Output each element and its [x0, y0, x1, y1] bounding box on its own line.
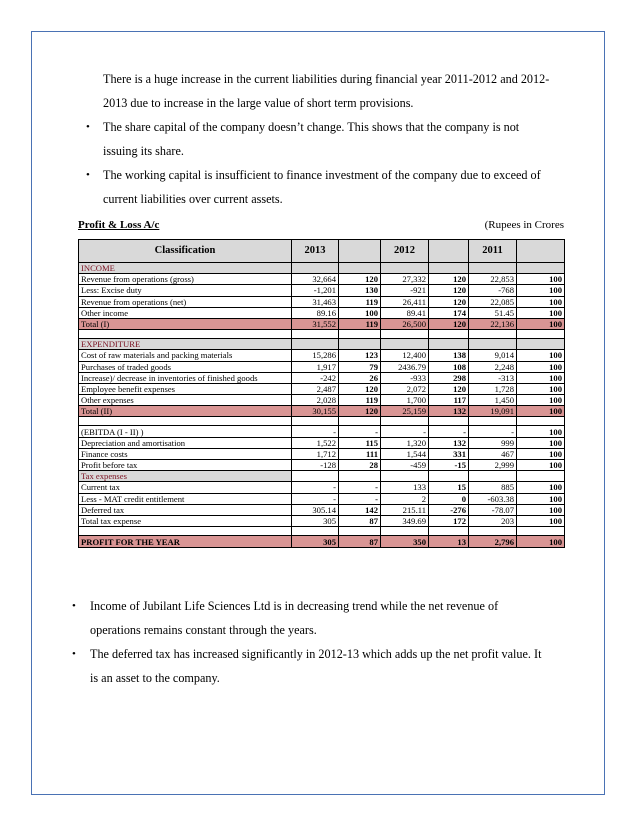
index-cell: -15: [429, 460, 469, 471]
index-cell: 123: [339, 350, 381, 361]
index-cell: 100: [517, 515, 565, 526]
value-cell: 26,411: [381, 296, 429, 307]
index-cell: 100: [517, 372, 565, 383]
table-header-row: [79, 240, 565, 263]
index-cell: 100: [517, 504, 565, 515]
index-cell: 132: [429, 406, 469, 417]
value-cell: 9,014: [469, 350, 517, 361]
intro-line-2: 2013 due to increase in the large value of short term provisions.: [103, 96, 414, 110]
empty-cell: [79, 527, 292, 536]
header-2012-index: [429, 240, 469, 263]
empty-cell: [429, 330, 469, 339]
empty-cell: [469, 417, 517, 426]
empty-cell: [339, 330, 381, 339]
index-cell: -276: [429, 504, 469, 515]
index-cell: 100: [517, 395, 565, 406]
value-cell: 1,544: [381, 448, 429, 459]
header-classification: Classification: [79, 240, 292, 263]
index-cell: 100: [517, 307, 565, 318]
bullet-top-1-line-1: The share capital of the company doesn’t change. This shows that the company is not: [103, 120, 520, 134]
row-label: Cost of raw materials and packing materials: [79, 350, 292, 361]
empty-cell: [381, 417, 429, 426]
index-cell: 87: [339, 515, 381, 526]
value-cell: 2,796: [469, 536, 517, 548]
index-cell: 100: [517, 460, 565, 471]
empty-cell: [469, 263, 517, 274]
index-cell: 120: [339, 383, 381, 394]
bullet-icon: •: [86, 169, 90, 181]
value-cell: 305.14: [292, 504, 339, 515]
index-cell: 108: [429, 361, 469, 372]
value-cell: 89.41: [381, 307, 429, 318]
value-cell: -: [292, 426, 339, 437]
value-cell: 19,091: [469, 406, 517, 417]
header-2012: 2012: [381, 240, 429, 263]
section-expenditure: [79, 339, 565, 350]
index-cell: 0: [429, 493, 469, 504]
index-cell: 100: [517, 361, 565, 372]
value-cell: 133: [381, 482, 429, 493]
value-cell: 203: [469, 515, 517, 526]
row-label: Employee benefit expenses: [79, 383, 292, 394]
value-cell: 25,159: [381, 406, 429, 417]
value-cell: 1,917: [292, 361, 339, 372]
row-label: Current tax: [79, 482, 292, 493]
empty-cell: [292, 339, 339, 350]
bullet-icon: •: [86, 121, 90, 133]
empty-cell: [469, 330, 517, 339]
spacer-row: [79, 330, 565, 339]
index-cell: 119: [339, 395, 381, 406]
row-label: Increase)/ decrease in inventories of finished goods: [79, 372, 292, 383]
value-cell: 22,136: [469, 318, 517, 329]
value-cell: -768: [469, 285, 517, 296]
value-cell: 305: [292, 515, 339, 526]
value-cell: 26,500: [381, 318, 429, 329]
bullet-top-1-line-2: issuing its share.: [103, 144, 184, 158]
table-row: [79, 350, 565, 361]
value-cell: 30,155: [292, 406, 339, 417]
bullet-top-2-line-2: current liabilities over current assets.: [103, 192, 283, 206]
table-row: [79, 460, 565, 471]
index-cell: 87: [339, 536, 381, 548]
value-cell: 305: [292, 536, 339, 548]
value-cell: 1,320: [381, 437, 429, 448]
table-row: [79, 274, 565, 285]
empty-cell: [429, 263, 469, 274]
empty-cell: [429, 527, 469, 536]
index-cell: -: [339, 426, 381, 437]
index-cell: 100: [517, 274, 565, 285]
index-cell: -: [429, 426, 469, 437]
section-income: [79, 263, 565, 274]
empty-cell: [517, 339, 565, 350]
bullet-top-2-line-1: The working capital is insufficient to finance investment of the company due to exceed of: [103, 168, 541, 182]
index-cell: 120: [429, 383, 469, 394]
empty-cell: [469, 527, 517, 536]
empty-cell: [292, 527, 339, 536]
index-cell: 142: [339, 504, 381, 515]
value-cell: -921: [381, 285, 429, 296]
table-body: [79, 263, 565, 548]
section-label: Tax expenses: [79, 471, 292, 482]
bullet-icon: •: [72, 648, 76, 660]
value-cell: 1,700: [381, 395, 429, 406]
intro-line-1: There is a huge increase in the current liabilities during financial year 2011-2012 and 2012-: [103, 72, 550, 86]
index-cell: 174: [429, 307, 469, 318]
empty-cell: [339, 417, 381, 426]
value-cell: 1,712: [292, 448, 339, 459]
row-label: Revenue from operations (gross): [79, 274, 292, 285]
row-label: Purchases of traded goods: [79, 361, 292, 372]
value-cell: 2,999: [469, 460, 517, 471]
value-cell: -78.07: [469, 504, 517, 515]
row-label: Total tax expense: [79, 515, 292, 526]
index-cell: 26: [339, 372, 381, 383]
profit-loss-table: [78, 239, 565, 548]
value-cell: 2,072: [381, 383, 429, 394]
index-cell: 100: [339, 307, 381, 318]
index-cell: 100: [517, 383, 565, 394]
value-cell: 1,522: [292, 437, 339, 448]
index-cell: 130: [339, 285, 381, 296]
table-row: [79, 515, 565, 526]
value-cell: 22,085: [469, 296, 517, 307]
value-cell: 27,332: [381, 274, 429, 285]
header-2011: 2011: [469, 240, 517, 263]
index-cell: 79: [339, 361, 381, 372]
table-row: [79, 426, 565, 437]
empty-cell: [339, 263, 381, 274]
value-cell: 885: [469, 482, 517, 493]
value-cell: -459: [381, 460, 429, 471]
value-cell: 2,487: [292, 383, 339, 394]
bullet-bottom-1-line-2: operations remains constant through the years.: [90, 623, 317, 637]
index-cell: 298: [429, 372, 469, 383]
index-cell: 120: [339, 274, 381, 285]
value-cell: -313: [469, 372, 517, 383]
row-label: Other expenses: [79, 395, 292, 406]
empty-cell: [517, 263, 565, 274]
table-row: [79, 504, 565, 515]
index-cell: 100: [517, 350, 565, 361]
index-cell: 120: [429, 285, 469, 296]
value-cell: 1,450: [469, 395, 517, 406]
value-cell: 89.16: [292, 307, 339, 318]
profit-row: [79, 536, 565, 548]
row-label: PROFIT FOR THE YEAR: [79, 536, 292, 548]
header-2013: 2013: [292, 240, 339, 263]
index-cell: 15: [429, 482, 469, 493]
row-label: Profit before tax: [79, 460, 292, 471]
header-2013-index: [339, 240, 381, 263]
index-cell: 100: [517, 318, 565, 329]
index-cell: 117: [429, 395, 469, 406]
empty-cell: [79, 417, 292, 426]
spacer-row: [79, 417, 565, 426]
empty-cell: [517, 527, 565, 536]
empty-cell: [339, 471, 381, 482]
empty-cell: [292, 471, 339, 482]
index-cell: 100: [517, 285, 565, 296]
value-cell: 12,400: [381, 350, 429, 361]
value-cell: 31,552: [292, 318, 339, 329]
empty-cell: [79, 330, 292, 339]
total-row: [79, 406, 565, 417]
section-label: INCOME: [79, 263, 292, 274]
index-cell: 119: [339, 296, 381, 307]
index-cell: 120: [429, 318, 469, 329]
empty-cell: [381, 263, 429, 274]
header-2011-index: [517, 240, 565, 263]
index-cell: 13: [429, 536, 469, 548]
row-label: Less: Excise duty: [79, 285, 292, 296]
value-cell: -128: [292, 460, 339, 471]
table-row: [79, 482, 565, 493]
section-tax: [79, 471, 565, 482]
table-row: [79, 307, 565, 318]
value-cell: 349.69: [381, 515, 429, 526]
table-row: [79, 493, 565, 504]
empty-cell: [429, 471, 469, 482]
index-cell: 28: [339, 460, 381, 471]
table-row: [79, 285, 565, 296]
index-cell: 100: [517, 482, 565, 493]
row-label: Other income: [79, 307, 292, 318]
pl-unit: (Rupees in Crores: [484, 219, 564, 231]
value-cell: -: [292, 482, 339, 493]
bullet-icon: •: [72, 600, 76, 612]
row-label: Finance costs: [79, 448, 292, 459]
index-cell: 120: [429, 296, 469, 307]
value-cell: -: [292, 493, 339, 504]
row-label: Total (II): [79, 406, 292, 417]
value-cell: 2,028: [292, 395, 339, 406]
value-cell: 15,286: [292, 350, 339, 361]
table-row: [79, 372, 565, 383]
value-cell: -: [381, 426, 429, 437]
value-cell: -603.38: [469, 493, 517, 504]
empty-cell: [381, 339, 429, 350]
table-row: [79, 383, 565, 394]
pl-title: Profit & Loss A/c: [78, 219, 160, 231]
index-cell: 100: [517, 296, 565, 307]
index-cell: 100: [517, 426, 565, 437]
row-label: (EBITDA (I - II) ): [79, 426, 292, 437]
table-row: [79, 296, 565, 307]
index-cell: 115: [339, 437, 381, 448]
index-cell: 100: [517, 493, 565, 504]
index-cell: 138: [429, 350, 469, 361]
value-cell: -933: [381, 372, 429, 383]
empty-cell: [381, 330, 429, 339]
value-cell: 2,248: [469, 361, 517, 372]
row-label: Deferred tax: [79, 504, 292, 515]
empty-cell: [339, 527, 381, 536]
empty-cell: [517, 330, 565, 339]
value-cell: 51.45: [469, 307, 517, 318]
value-cell: -242: [292, 372, 339, 383]
spacer-row: [79, 527, 565, 536]
index-cell: -: [339, 493, 381, 504]
empty-cell: [381, 527, 429, 536]
empty-cell: [381, 471, 429, 482]
index-cell: 100: [517, 406, 565, 417]
index-cell: 100: [517, 437, 565, 448]
empty-cell: [469, 339, 517, 350]
index-cell: -: [339, 482, 381, 493]
bullet-bottom-2-line-2: is an asset to the company.: [90, 671, 220, 685]
empty-cell: [292, 417, 339, 426]
bullet-bottom-2-line-1: The deferred tax has increased significantly in 2012-13 which adds up the net profit value. It: [90, 647, 542, 661]
empty-cell: [469, 471, 517, 482]
value-cell: -1,201: [292, 285, 339, 296]
empty-cell: [517, 417, 565, 426]
index-cell: 120: [429, 274, 469, 285]
index-cell: 120: [339, 406, 381, 417]
empty-cell: [429, 417, 469, 426]
bullet-bottom-1-line-1: Income of Jubilant Life Sciences Ltd is in decreasing trend while the net revenue of: [90, 599, 499, 613]
value-cell: 22,853: [469, 274, 517, 285]
index-cell: 119: [339, 318, 381, 329]
total-row: [79, 318, 565, 329]
table-row: [79, 361, 565, 372]
value-cell: -: [469, 426, 517, 437]
value-cell: 2436.79: [381, 361, 429, 372]
table-row: [79, 395, 565, 406]
empty-cell: [517, 471, 565, 482]
index-cell: 172: [429, 515, 469, 526]
value-cell: 1,728: [469, 383, 517, 394]
index-cell: 331: [429, 448, 469, 459]
table-row: [79, 437, 565, 448]
empty-cell: [429, 339, 469, 350]
section-label: EXPENDITURE: [79, 339, 292, 350]
index-cell: 100: [517, 448, 565, 459]
row-label: Revenue from operations (net): [79, 296, 292, 307]
table-row: [79, 448, 565, 459]
value-cell: 2: [381, 493, 429, 504]
empty-cell: [292, 263, 339, 274]
value-cell: 215.11: [381, 504, 429, 515]
index-cell: 132: [429, 437, 469, 448]
index-cell: 111: [339, 448, 381, 459]
empty-cell: [292, 330, 339, 339]
value-cell: 350: [381, 536, 429, 548]
value-cell: 999: [469, 437, 517, 448]
empty-cell: [339, 339, 381, 350]
row-label: Depreciation and amortisation: [79, 437, 292, 448]
value-cell: 31,463: [292, 296, 339, 307]
value-cell: 32,664: [292, 274, 339, 285]
row-label: Total (I): [79, 318, 292, 329]
value-cell: 467: [469, 448, 517, 459]
row-label: Less - MAT credit entitlement: [79, 493, 292, 504]
index-cell: 100: [517, 536, 565, 548]
